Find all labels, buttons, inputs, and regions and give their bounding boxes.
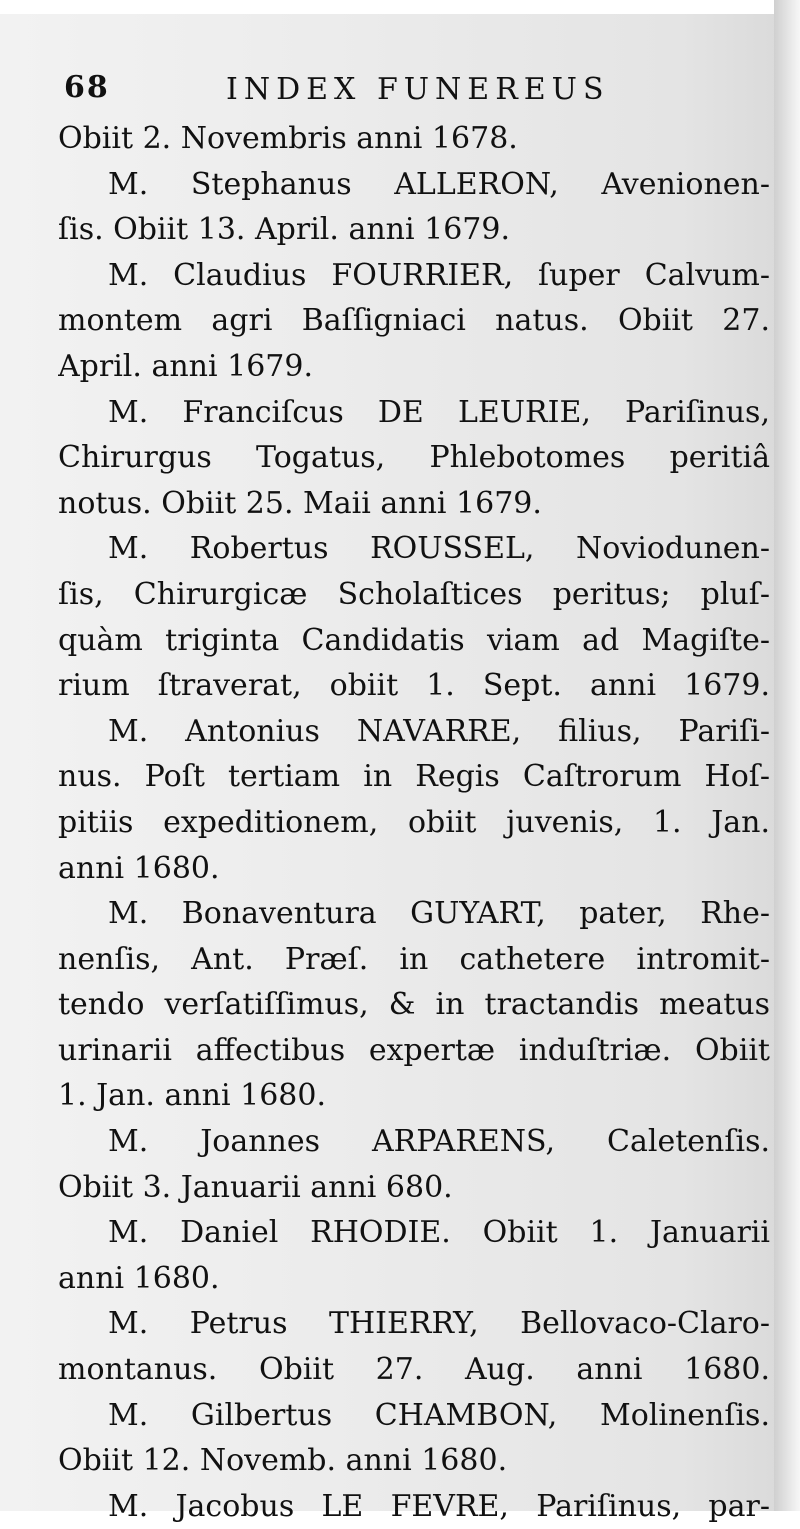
entry-line: M. Daniel RHODIE. Obiit 1. Januarii <box>108 1215 770 1251</box>
text-line: Obiit 3. Januarii anni 680. <box>58 1169 453 1205</box>
entry-line: M. Robertus ROUSSEL, Noviodunen- <box>108 531 770 567</box>
entry-line: M. Petrus THIERRY, Bellovaco-Claro- <box>108 1306 770 1342</box>
text-line: pitiis expeditionem, obiit juvenis, 1. Jan. <box>58 804 770 840</box>
text-line: anni 1680. <box>58 1260 220 1296</box>
page-number: 68 <box>64 70 110 105</box>
entry-line: M. Antonius NAVARRE, filius, Pariſi- <box>108 713 770 749</box>
scan-top-margin <box>0 0 800 14</box>
entry-line: M. Joannes ARPARENS, Caletenſis. <box>108 1124 770 1160</box>
text-line: montanus. Obiit 27. Aug. anni 1680. <box>58 1352 770 1388</box>
text-line: anni 1680. <box>58 850 220 886</box>
text-line: nenſis, Ant. Præſ. in cathetere intromit- <box>58 941 770 977</box>
entry-line: M. Stephanus ALLERON, Avenionen- <box>108 166 770 202</box>
scan-right-edge <box>774 0 800 1511</box>
text-line: quàm triginta Candidatis viam ad Magiſte- <box>58 622 770 658</box>
entry-line: M. Claudius FOURRIER, ſuper Calvum- <box>108 257 770 293</box>
text-line: 1. Jan. anni 1680. <box>58 1078 327 1114</box>
page-header <box>58 60 770 116</box>
text-line: rium ſtraverat, obiit 1. Sept. anni 1679. <box>58 668 770 704</box>
entry-line: M. Jacobus LE FEVRE, Pariſinus, par- <box>108 1488 770 1524</box>
text-line: nus. Poſt tertiam in Regis Caſtrorum Hoſ- <box>58 759 770 795</box>
text-line: notus. Obiit 25. Maii anni 1679. <box>58 485 542 521</box>
entry-line: M. Gilbertus CHAMBON, Molinenſis. <box>108 1397 770 1433</box>
text-line: Chirurgus Togatus, Phlebotomes peritiâ <box>58 440 770 476</box>
text-line: ſis, Chirurgicæ Scholaſtices peritus; pluſ- <box>58 576 770 612</box>
page-body <box>58 116 770 1529</box>
text-line: montem agri Baſſigniaci natus. Obiit 27. <box>58 303 770 339</box>
text-line: ſis. Obiit 13. April. anni 1679. <box>58 212 511 248</box>
text-line: urinarii affectibus expertæ induſtriæ. Obiit <box>58 1032 770 1068</box>
entry-line: M. Bonaventura GUYART, pater, Rhe- <box>108 896 770 932</box>
text-line: April. anni 1679. <box>58 348 314 384</box>
text-line: Obiit 2. Novembris anni 1678. <box>58 121 518 156</box>
text-line: tendo verſatiſſimus, & in tractandis meatus <box>58 987 770 1023</box>
entry-line: M. Franciſcus DE LEURIE, Pariſinus, <box>108 394 770 430</box>
text-line: Obiit 12. Novemb. anni 1680. <box>58 1443 508 1479</box>
running-title: INDEX FUNEREUS <box>226 72 610 107</box>
book-page <box>58 60 770 1524</box>
